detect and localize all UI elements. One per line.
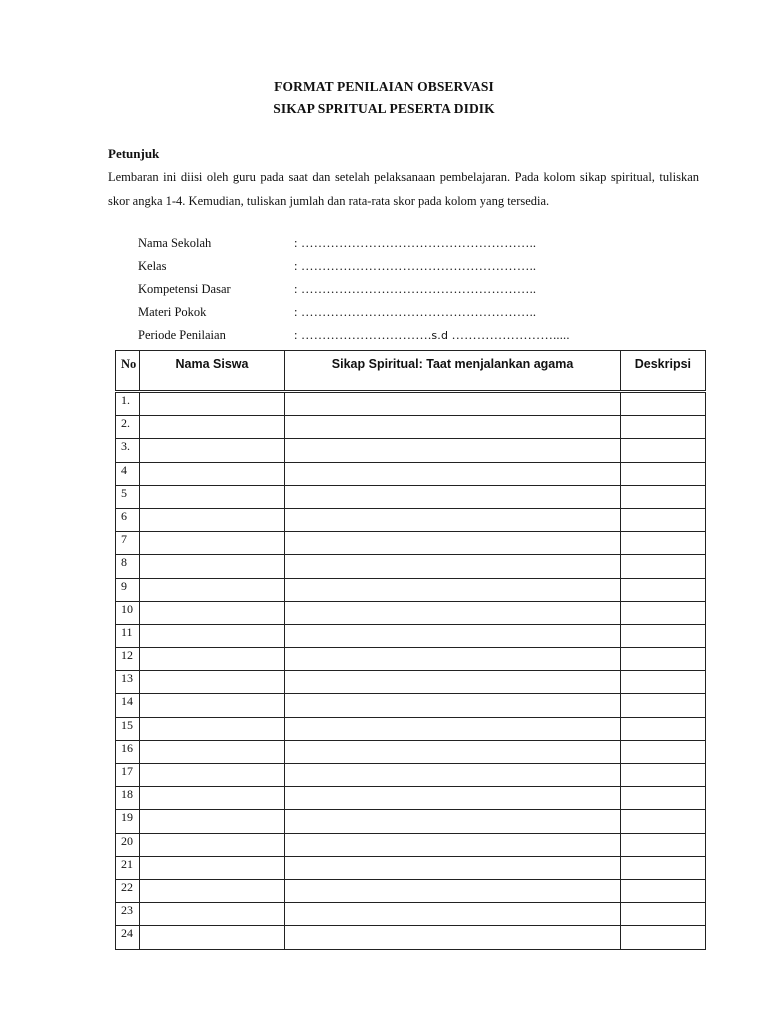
description-cell[interactable] (620, 648, 705, 671)
table-row (116, 601, 706, 624)
description-cell[interactable] (620, 392, 705, 416)
student-name-cell[interactable] (139, 833, 285, 856)
student-name-cell[interactable] (139, 578, 285, 601)
row-number: 19 (116, 810, 140, 833)
spiritual-score-cell[interactable] (285, 439, 620, 462)
description-cell[interactable] (620, 532, 705, 555)
table-row (116, 485, 706, 508)
header-student-name: Nama Siswa (139, 351, 285, 392)
student-name-cell[interactable] (139, 856, 285, 879)
row-number: 23 (116, 903, 140, 926)
spiritual-score-cell[interactable] (285, 833, 620, 856)
row-number: 4 (116, 462, 140, 485)
student-name-cell[interactable] (139, 648, 285, 671)
row-number: 5 (116, 485, 140, 508)
form-title-line-2: SIKAP SPRITUAL PESERTA DIDIK (273, 101, 495, 116)
spiritual-score-cell[interactable] (285, 810, 620, 833)
row-number: 10 (116, 601, 140, 624)
spiritual-score-cell[interactable] (285, 740, 620, 763)
form-title-line-1: FORMAT PENILAIAN OBSERVASI (274, 79, 494, 94)
info-value: : ……………………………………………….. (294, 305, 537, 319)
student-name-cell[interactable] (139, 694, 285, 717)
table-row (116, 856, 706, 879)
header-spiritual-attitude: Sikap Spiritual: Taat menjalankan agama (285, 351, 620, 392)
table-row (116, 787, 706, 810)
info-label: Periode Penilaian (138, 328, 226, 342)
table-row (116, 648, 706, 671)
description-cell[interactable] (620, 508, 705, 531)
description-cell[interactable] (620, 903, 705, 926)
student-name-cell[interactable] (139, 787, 285, 810)
description-cell[interactable] (620, 810, 705, 833)
row-number: 13 (116, 671, 140, 694)
row-number: 20 (116, 833, 140, 856)
student-name-cell[interactable] (139, 903, 285, 926)
student-name-cell[interactable] (139, 485, 285, 508)
row-number: 22 (116, 879, 140, 902)
student-name-cell[interactable] (139, 439, 285, 462)
spiritual-score-cell[interactable] (285, 416, 620, 439)
description-cell[interactable] (620, 740, 705, 763)
table-row (116, 462, 706, 485)
table-row (116, 717, 706, 740)
description-cell[interactable] (620, 694, 705, 717)
table-row (116, 439, 706, 462)
row-number: 18 (116, 787, 140, 810)
student-name-cell[interactable] (139, 879, 285, 902)
info-value (294, 328, 570, 343)
info-value: : ……………………………………………….. (294, 259, 537, 273)
description-cell[interactable] (620, 856, 705, 879)
student-name-cell[interactable] (139, 555, 285, 578)
spiritual-score-cell[interactable] (285, 717, 620, 740)
table-row (116, 740, 706, 763)
student-name-cell[interactable] (139, 532, 285, 555)
spiritual-score-cell[interactable] (285, 624, 620, 647)
student-name-cell[interactable] (139, 740, 285, 763)
instructions-heading: Petunjuk (108, 146, 160, 161)
spiritual-score-cell[interactable] (285, 879, 620, 902)
row-number: 1. (116, 392, 140, 416)
spiritual-score-cell[interactable] (285, 532, 620, 555)
spiritual-score-cell[interactable] (285, 926, 620, 949)
student-name-cell[interactable] (139, 810, 285, 833)
table-row (116, 879, 706, 902)
row-number: 11 (116, 624, 140, 647)
period-sd: s.d (431, 329, 449, 342)
table-row (116, 764, 706, 787)
info-label: Kelas (138, 259, 167, 273)
description-cell[interactable] (620, 926, 705, 949)
table-row (116, 508, 706, 531)
row-number: 24 (116, 926, 140, 949)
description-cell[interactable] (620, 833, 705, 856)
period-start: : …………………………. (294, 328, 432, 342)
description-cell[interactable] (620, 879, 705, 902)
description-cell[interactable] (620, 462, 705, 485)
row-number: 3. (116, 439, 140, 462)
description-cell[interactable] (620, 787, 705, 810)
table-row (116, 555, 706, 578)
description-cell[interactable] (620, 717, 705, 740)
spiritual-score-cell[interactable] (285, 787, 620, 810)
student-name-cell[interactable] (139, 462, 285, 485)
spiritual-score-cell[interactable] (285, 578, 620, 601)
row-number: 12 (116, 648, 140, 671)
header-description: Deskripsi (620, 351, 705, 392)
description-cell[interactable] (620, 624, 705, 647)
info-label: Materi Pokok (138, 305, 207, 319)
description-cell[interactable] (620, 416, 705, 439)
table-row (116, 833, 706, 856)
row-number: 2. (116, 416, 140, 439)
spiritual-score-cell[interactable] (285, 508, 620, 531)
spiritual-score-cell[interactable] (285, 856, 620, 879)
row-number: 16 (116, 740, 140, 763)
student-name-cell[interactable] (139, 508, 285, 531)
table-row (116, 926, 706, 949)
table-row (116, 392, 706, 416)
row-number: 17 (116, 764, 140, 787)
row-number: 15 (116, 717, 140, 740)
spiritual-score-cell[interactable] (285, 671, 620, 694)
info-value: : ……………………………………………….. (294, 282, 537, 296)
instructions-text: Lembaran ini diisi oleh guru pada saat dan setelah pelaksanaan pembelajaran. Pada kolom sikap spiritual, tuliskan skor angka 1-4. Kemudian, tuliskan jumlah dan rata-rata skor pada kolom yang tersedia. (108, 170, 699, 208)
info-label: Kompetensi Dasar (138, 282, 231, 296)
row-number: 6 (116, 508, 140, 531)
description-cell[interactable] (620, 578, 705, 601)
description-cell[interactable] (620, 764, 705, 787)
spiritual-score-cell[interactable] (285, 462, 620, 485)
info-row-school (138, 236, 536, 256)
student-name-cell[interactable] (139, 926, 285, 949)
table-row (116, 624, 706, 647)
table-row (116, 532, 706, 555)
info-label: Nama Sekolah (138, 236, 212, 250)
table-row (116, 810, 706, 833)
student-name-cell[interactable] (139, 624, 285, 647)
spiritual-score-cell[interactable] (285, 648, 620, 671)
row-number: 8 (116, 555, 140, 578)
info-row-assessment-period (138, 328, 570, 348)
spiritual-score-cell[interactable] (285, 485, 620, 508)
spiritual-score-cell[interactable] (285, 903, 620, 926)
info-row-competency (138, 282, 536, 302)
table-row (116, 578, 706, 601)
table-row (116, 903, 706, 926)
info-row-subject-matter (138, 305, 536, 325)
period-end: ……………………..... (448, 328, 570, 342)
description-cell[interactable] (620, 601, 705, 624)
row-number: 14 (116, 694, 140, 717)
assessment-table (115, 350, 706, 950)
spiritual-score-cell[interactable] (285, 601, 620, 624)
student-name-cell[interactable] (139, 717, 285, 740)
student-name-cell[interactable] (139, 392, 285, 416)
info-row-class (138, 259, 536, 279)
row-number: 9 (116, 578, 140, 601)
table-row (116, 694, 706, 717)
spiritual-score-cell[interactable] (285, 392, 620, 416)
description-cell[interactable] (620, 671, 705, 694)
student-name-cell[interactable] (139, 601, 285, 624)
spiritual-score-cell[interactable] (285, 694, 620, 717)
spiritual-score-cell[interactable] (285, 764, 620, 787)
table-row (116, 416, 706, 439)
table-header-row (116, 351, 706, 392)
spiritual-score-cell[interactable] (285, 555, 620, 578)
table-row (116, 671, 706, 694)
student-name-cell[interactable] (139, 416, 285, 439)
student-name-cell[interactable] (139, 764, 285, 787)
header-no: No (116, 351, 140, 392)
description-cell[interactable] (620, 485, 705, 508)
description-cell[interactable] (620, 439, 705, 462)
description-cell[interactable] (620, 555, 705, 578)
row-number: 21 (116, 856, 140, 879)
info-value: : ……………………………………………….. (294, 236, 537, 250)
row-number: 7 (116, 532, 140, 555)
student-name-cell[interactable] (139, 671, 285, 694)
